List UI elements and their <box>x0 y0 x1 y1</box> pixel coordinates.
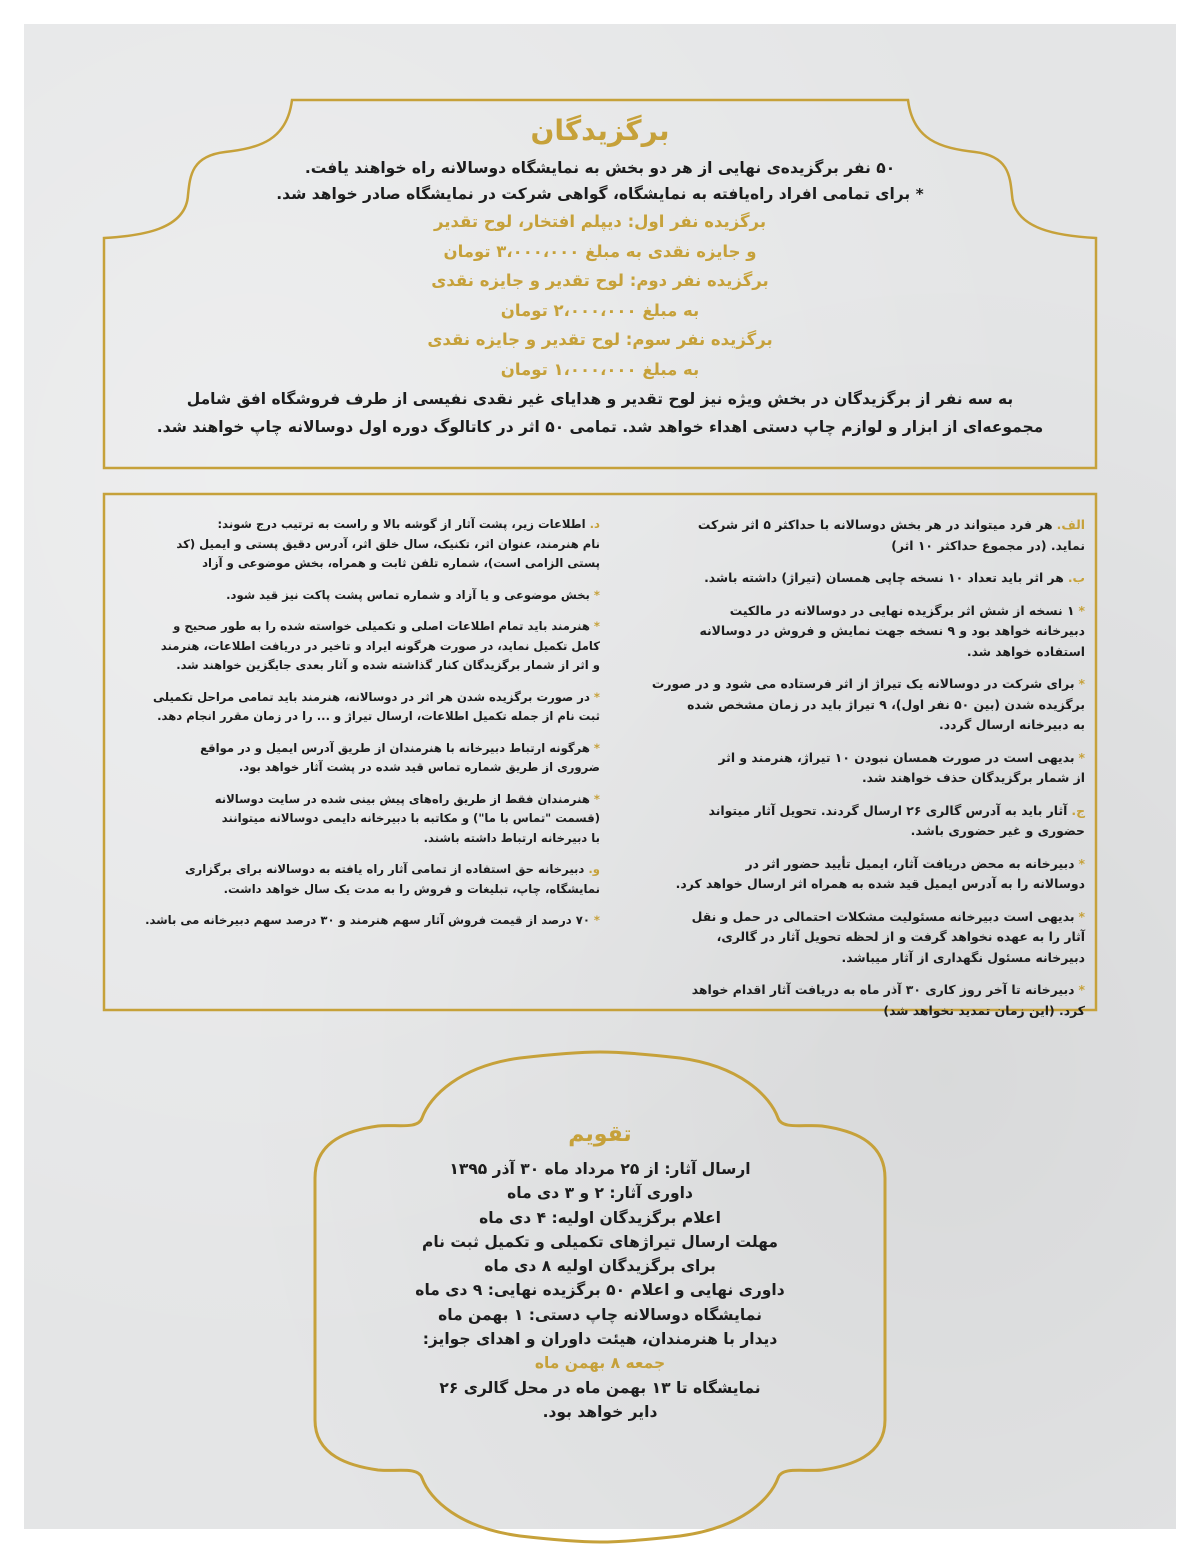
rule-text: کرد. (این زمان تمدید نخواهد شد) <box>883 1002 1085 1018</box>
rule-line <box>150 880 600 900</box>
calendar-line: اعلام برگزیدگان اولیه: ۴ دی ماه <box>479 1208 721 1227</box>
rule-line <box>150 515 600 535</box>
rule-line <box>630 927 1085 948</box>
rule-line <box>630 874 1085 895</box>
rule-text: ضروری از طریق شماره تماس قید شده در پشت آثار خواهد بود. <box>238 760 600 774</box>
calendar-line: برای برگزیدگان اولیه ۸ دی ماه <box>484 1257 716 1276</box>
rule-marker: ج. <box>1071 802 1085 818</box>
rule-line <box>630 907 1085 928</box>
rule-line <box>630 821 1085 842</box>
rule-text: پستی الزامی است)، شماره تلفن ثابت و همراه، بخش موضوعی و آزاد <box>202 556 600 570</box>
rule-marker: * <box>593 689 600 704</box>
calendar-tail-line: دایر خواهد بود. <box>542 1402 658 1421</box>
rule-marker: و. <box>588 862 600 876</box>
rule-marker: * <box>593 791 600 806</box>
award-line: و جایزه نقدی به مبلغ ۳،۰۰۰،۰۰۰ تومان <box>443 241 757 261</box>
rule-line <box>150 637 600 657</box>
rule-line <box>150 688 600 708</box>
calendar-line: ارسال آثار: از ۲۵ مرداد ماه ۳۰ آذر ۱۳۹۵ <box>449 1160 751 1178</box>
rule-text: ثبت نام از جمله تکمیل اطلاعات، ارسال تیراژ و ... را در زمان مقرر انجام دهد. <box>157 709 600 723</box>
rule-line <box>630 536 1085 557</box>
rule-text: به دبیرخانه ارسال گردد. <box>939 717 1085 732</box>
rule-text: دبیرخانه به محض دریافت آثار، ایمیل تأیید حضور اثر در <box>745 855 1075 871</box>
rule-line <box>630 568 1085 589</box>
rule-marker: * <box>593 913 600 927</box>
calendar-line: نمایشگاه دوسالانه چاپ دستی: ۱ بهمن ماه <box>438 1305 762 1324</box>
rule-text: نام هنرمند، عنوان اثر، تکنیک، سال خلق اثر، آدرس دقیق پستی و ایمیل (کد <box>176 536 600 551</box>
rule-text: هرگونه ارتباط دبیرخانه با هنرمندان از طریق آدرس ایمیل و در مواقع <box>200 740 590 755</box>
rule-paragraph <box>630 568 1085 589</box>
rule-paragraph <box>630 515 1085 556</box>
rule-text: کامل تکمیل نماید، در صورت هرگونه ایراد و تاخیر در دریافت اطلاعات، هنرمند <box>160 638 600 653</box>
rule-paragraph <box>630 854 1085 895</box>
rule-line <box>630 715 1085 736</box>
rule-marker: د. <box>589 517 600 531</box>
rule-text: دبیرخانه خواهد بود و ۹ نسخه جهت نمایش و فروش در دوسالانه <box>699 623 1085 638</box>
rule-line <box>630 768 1085 789</box>
rule-marker: * <box>593 740 600 755</box>
rule-paragraph <box>150 515 600 574</box>
rule-text: با دبیرخانه ارتباط داشته باشند. <box>423 830 600 845</box>
calendar-line: داوری آثار: ۲ و ۳ دی ماه <box>507 1184 693 1203</box>
rule-text: از شمار برگزیدگان حذف خواهند شد. <box>861 770 1085 785</box>
rule-text: هنرمندان فقط از طریق راه‌های پیش بینی شده در سایت دوسالانه <box>214 791 590 806</box>
rule-text: دبیرخانه تا آخر روز کاری ۳۰ آذر ماه به دریافت آثار اقدام خواهد <box>691 982 1075 997</box>
rule-paragraph <box>150 739 600 778</box>
rule-line <box>630 1001 1085 1022</box>
award-line: برگزیده نفر دوم: لوح تقدیر و جایزه نقدی <box>431 271 769 290</box>
rule-line <box>150 617 600 637</box>
rules-left-column <box>145 515 600 943</box>
rule-paragraph <box>630 980 1085 1021</box>
rule-paragraph <box>150 586 600 606</box>
rule-marker: ب. <box>1067 570 1085 585</box>
rule-paragraph <box>630 674 1085 736</box>
rule-text: برای شرکت در دوسالانه یک تیراژ از اثر فرستاده می شود و در صورت <box>651 676 1075 691</box>
rule-line <box>630 980 1085 1001</box>
winners-closing-1: به سه نفر از برگزیدگان در بخش ویژه نیز لوح تقدیر و هدایای غیر نقدی نفیسی از طرف فروشگاه افق شامل <box>186 390 1014 408</box>
rule-text: آثار باید به آدرس گالری ۲۶ ارسال گردند. تحویل آثار میتواند <box>708 802 1068 818</box>
winners-title: برگزیدگان <box>530 114 670 147</box>
rule-line <box>630 695 1085 716</box>
rule-text: دبیرخانه مسئول نگهداری از آثار میباشد. <box>841 949 1085 965</box>
award-line: به مبلغ ۲،۰۰۰،۰۰۰ تومان <box>500 300 700 320</box>
rule-marker: الف. <box>1056 517 1085 532</box>
calendar-line: داوری نهایی و اعلام ۵۰ برگزیده نهایی: ۹ دی ماه <box>415 1281 785 1300</box>
rule-paragraph <box>150 688 600 727</box>
winners-section <box>130 108 1070 440</box>
rule-text: نماید. (در مجموع حداکثر ۱۰ اثر) <box>891 537 1085 553</box>
rule-line <box>150 829 600 849</box>
rule-text: دوسالانه را به آدرس ایمیل قید شده به همراه اثر ارسال خواهد کرد. <box>675 876 1085 891</box>
rule-marker: * <box>593 587 600 602</box>
winners-closing-2: مجموعه‌ای از ابزار و لوازم چاپ دستی اهداء خواهد شد. تمامی ۵۰ اثر در کاتالوگ دوره اول دوسالانه چاپ خواهند شد. <box>156 418 1044 436</box>
rule-line <box>630 642 1085 663</box>
rule-line <box>630 801 1085 822</box>
winners-line-1: ۵۰ نفر برگزیده‌ی نهایی از هر دو بخش به نمایشگاه دوسالانه راه خواهند یافت. <box>304 159 896 177</box>
rule-line <box>150 554 600 574</box>
rule-text: نمایشگاه، چاپ، تبلیغات و فروش را به مدت یک سال خواهد داشت. <box>223 881 600 896</box>
rule-line <box>145 911 600 931</box>
rule-text: آثار را به عهده نخواهد گرفت و از لحظه تحویل آثار در گالری، <box>716 929 1085 944</box>
rule-line <box>630 854 1085 875</box>
rule-line <box>630 748 1085 769</box>
rule-line <box>150 586 600 606</box>
rule-line <box>150 758 600 778</box>
rule-paragraph <box>150 790 600 849</box>
award-line: برگزیده نفر اول: دیپلم افتخار، لوح تقدیر <box>433 212 767 231</box>
rule-marker: * <box>1078 855 1085 871</box>
calendar-section <box>334 1122 866 1424</box>
rule-text: هر فرد میتواند در هر بخش دوسالانه با حداکثر ۵ اثر شرکت <box>697 517 1053 532</box>
rule-text: بدیهی است در صورت همسان نبودن ۱۰ تیراژ، هنرمند و اثر <box>718 749 1075 765</box>
rule-paragraph <box>150 617 600 676</box>
rule-line <box>630 621 1085 642</box>
calendar-tail-line: نمایشگاه تا ۱۳ بهمن ماه در محل گالری ۲۶ <box>439 1378 761 1397</box>
winners-line-2: * برای تمامی افراد راه‌یافته به نمایشگاه، گواهی شرکت در نمایشگاه صادر خواهد شد. <box>276 185 924 203</box>
rule-line <box>630 601 1085 622</box>
rule-marker: * <box>1078 676 1085 691</box>
rule-paragraph <box>630 907 1085 969</box>
rule-line <box>150 535 600 555</box>
rule-text: ۱ نسخه از شش اثر برگزیده نهایی در دوسالانه در مالکیت <box>729 602 1075 618</box>
rule-text: هنرمند باید تمام اطلاعات اصلی و تکمیلی خواسته شده را به طور صحیح و <box>173 619 590 633</box>
rule-line <box>150 656 600 676</box>
rule-paragraph <box>150 860 600 899</box>
rule-text: برگزیده شدن (بین ۵۰ نفر اول)، ۹ تیراژ باید در زمان مشخص شده <box>687 696 1085 712</box>
rule-marker: * <box>1078 602 1085 618</box>
rule-text: و اثر از شمار برگزیدگان کنار گذاشته شده و آثار بعدی جایگزین خواهند شد. <box>176 658 600 672</box>
rule-marker: * <box>1078 908 1085 924</box>
rule-line <box>150 809 600 829</box>
award-line: برگزیده نفر سوم: لوح تقدیر و جایزه نقدی <box>427 330 773 349</box>
calendar-title: تقویم <box>568 1122 632 1147</box>
rules-right-column <box>630 515 1085 1033</box>
rule-marker: * <box>593 619 600 633</box>
rule-line <box>150 860 600 880</box>
rule-text: اطلاعات زیر، پشت آثار از گوشه بالا و راست به ترتیب درج شوند: <box>217 517 586 531</box>
rule-text: ۷۰ درصد از قیمت فروش آثار سهم هنرمند و ۳۰ درصد سهم دبیرخانه می باشد. <box>145 913 590 927</box>
calendar-highlight: جمعه ۸ بهمن ماه <box>534 1354 666 1373</box>
rule-text: استفاده خواهد شد. <box>966 643 1085 659</box>
rule-text: هر اثر باید تعداد ۱۰ نسخه چاپی همسان (تیراژ) داشته باشد. <box>704 570 1064 585</box>
calendar-line: دیدار با هنرمندان، هیئت داوران و اهدای جوایز: <box>422 1330 778 1349</box>
rule-line <box>150 790 600 810</box>
rule-line <box>150 739 600 759</box>
rule-marker: * <box>1078 982 1085 997</box>
rule-line <box>150 707 600 727</box>
rule-paragraph <box>630 601 1085 663</box>
rule-paragraph <box>630 801 1085 842</box>
rule-text: (قسمت "تماس با ما") و مکاتبه با دبیرخانه دایمی دوسالانه میتوانند <box>221 811 600 825</box>
rule-text: حضوری و غیر حضوری باشد. <box>910 823 1085 838</box>
rule-line <box>630 515 1085 536</box>
rule-line <box>630 674 1085 695</box>
rule-marker: * <box>1078 749 1085 765</box>
rule-text: بدیهی است دبیرخانه مسئولیت مشکلات احتمالی در حمل و نقل <box>691 908 1075 924</box>
rule-paragraph <box>145 911 600 931</box>
rule-paragraph <box>630 748 1085 789</box>
rule-text: دبیرخانه حق استفاده از تمامی آثار راه یافته به دوسالانه برای برگزاری <box>185 862 585 876</box>
award-line: به مبلغ ۱،۰۰۰،۰۰۰ تومان <box>500 359 700 379</box>
rule-line <box>630 948 1085 969</box>
rule-text: در صورت برگزیده شدن هر اثر در دوسالانه، هنرمند باید تمامی مراحل تکمیلی <box>153 689 590 704</box>
rule-text: بخش موضوعی و یا آزاد و شماره تماس پشت پاکت نیز قید شود. <box>226 587 590 602</box>
calendar-line: مهلت ارسال تیراژهای تکمیلی و تکمیل ثبت نام <box>421 1232 779 1251</box>
